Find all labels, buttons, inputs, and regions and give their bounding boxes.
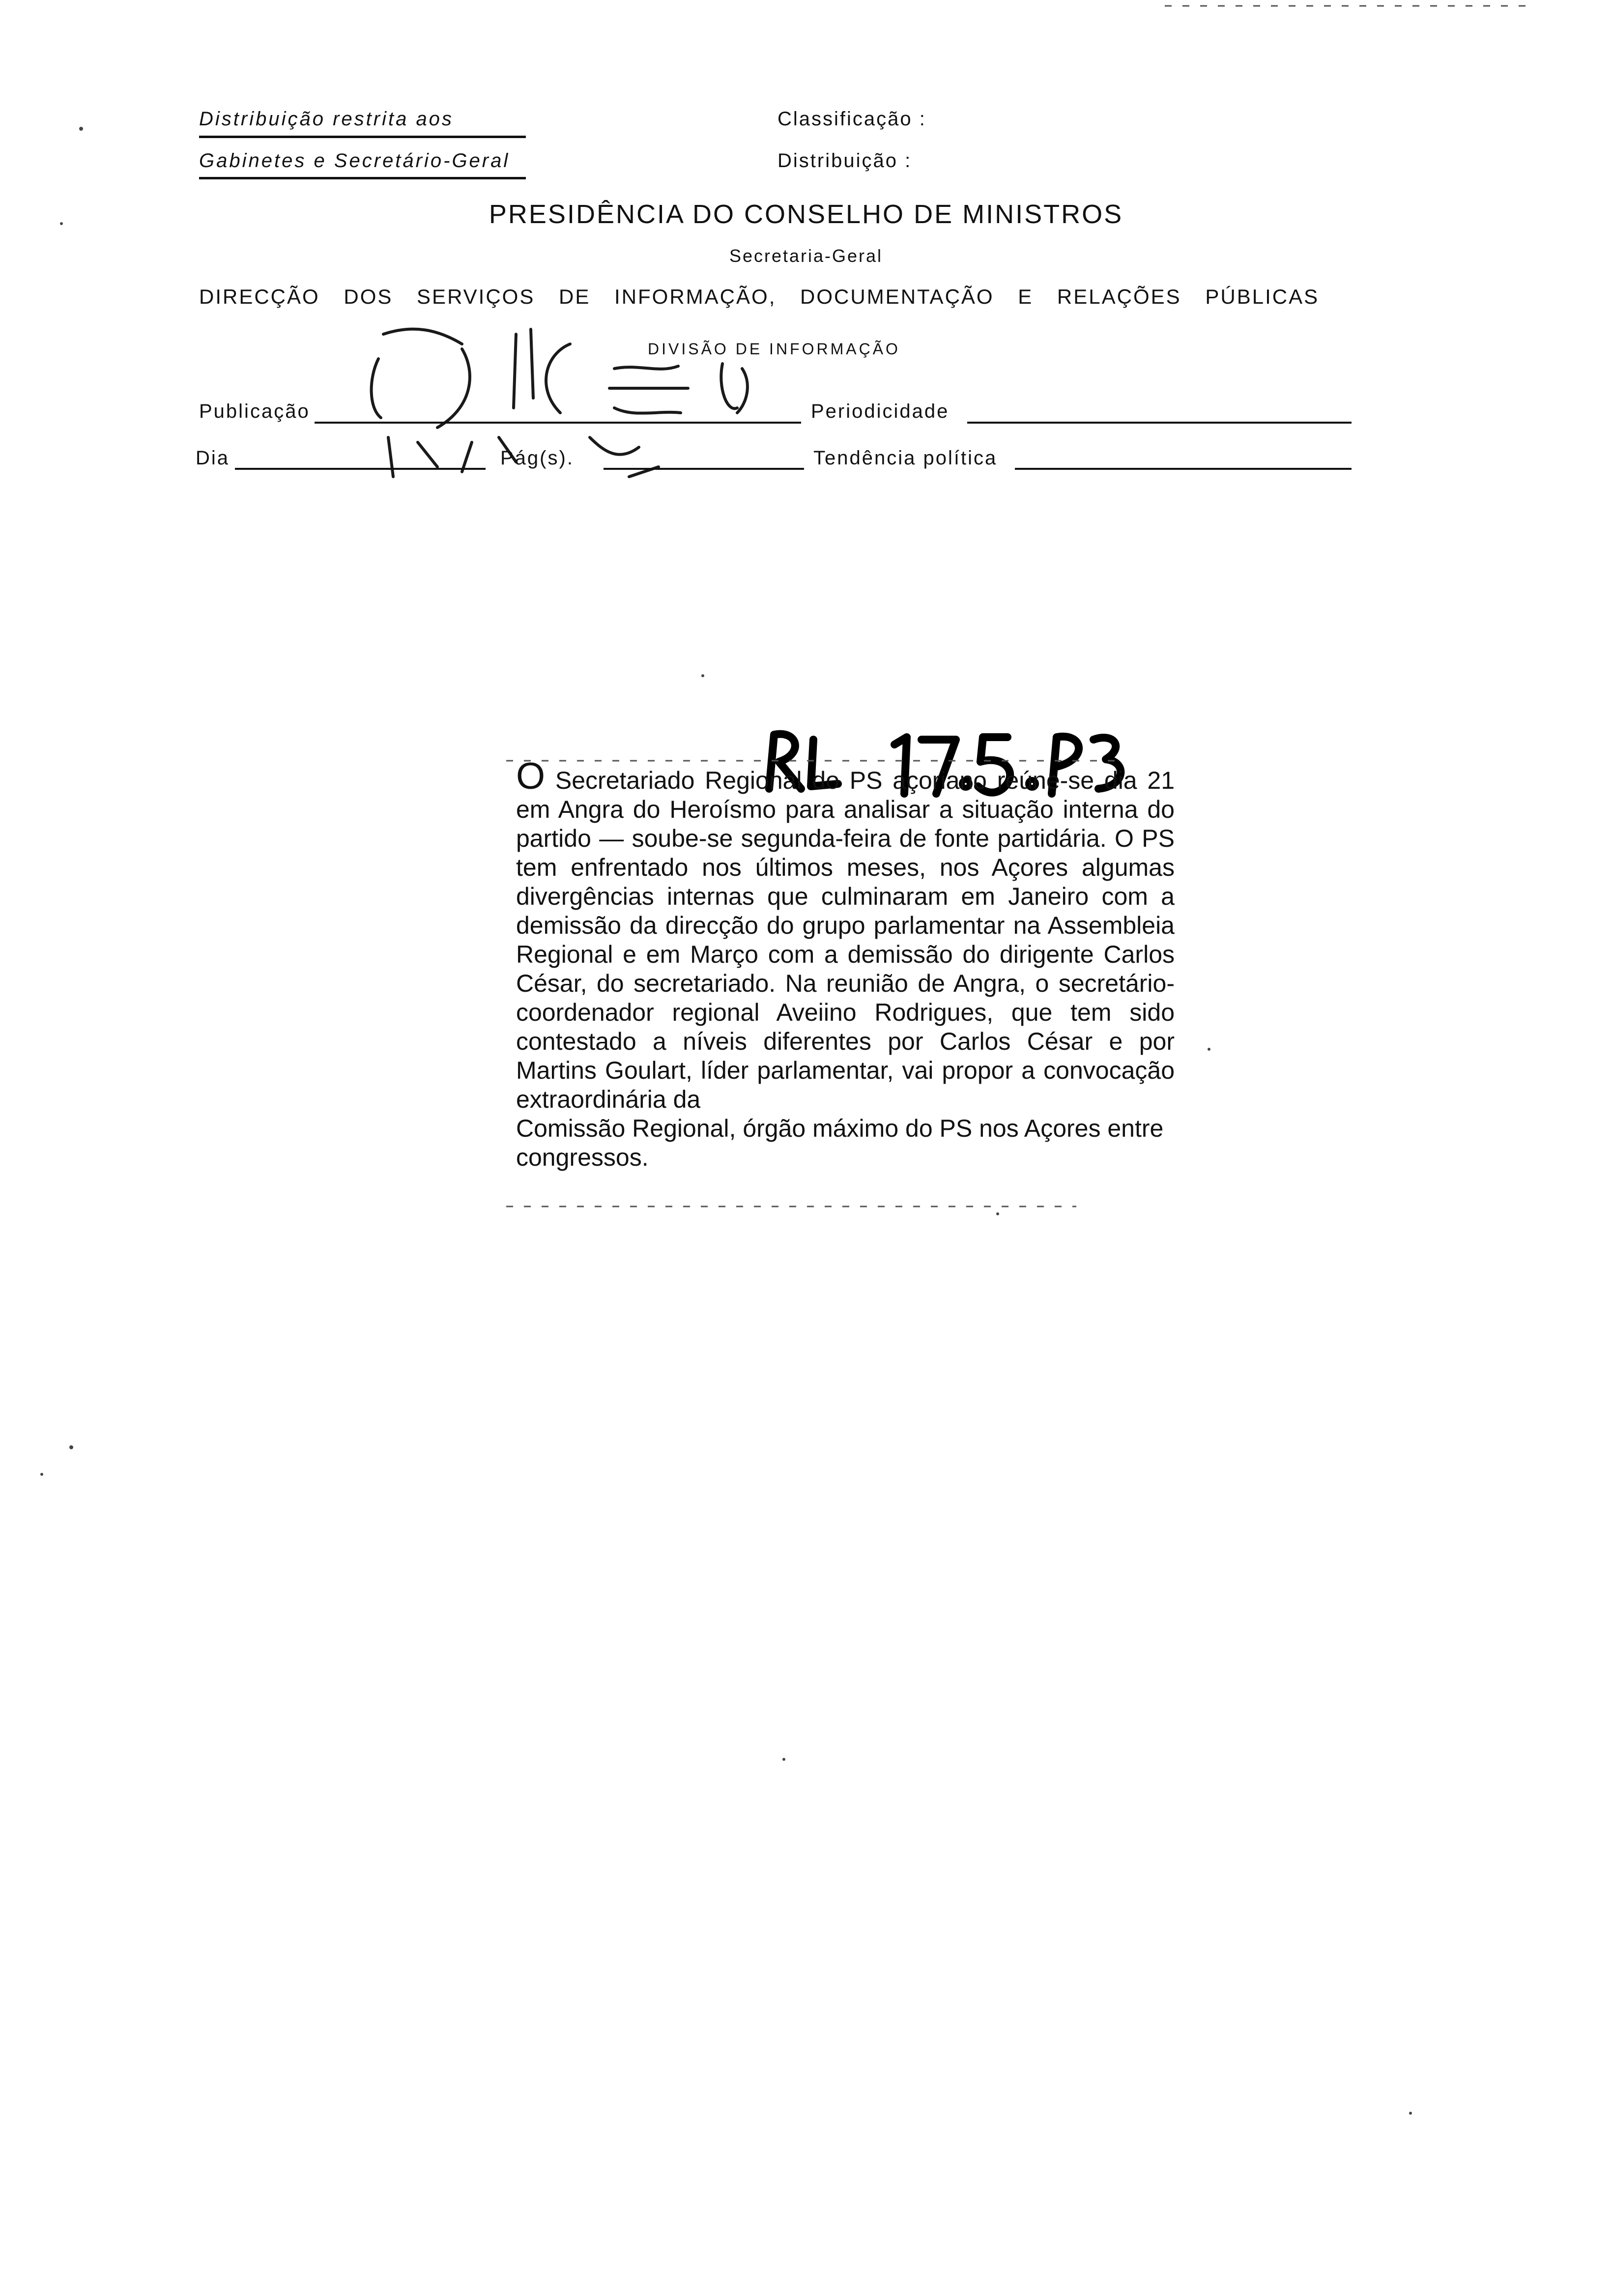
directorate-line: DIRECÇÃO DOS SERVIÇOS DE INFORMAÇÃO, DOCUMENTAÇÃO E RELAÇÕES PÚBLICAS: [199, 285, 1320, 308]
division-stamp-text: DIVISÃO DE INFORMAÇÃO: [648, 340, 900, 358]
restricted-distribution-line1: Distribuição restrita aos: [199, 108, 454, 130]
ink-stamp-mark: [315, 315, 865, 511]
secretariat-subtitle: Secretaria-Geral: [729, 246, 883, 266]
periodicity-label: Periodicidade: [811, 401, 950, 422]
organization-title: PRESIDÊNCIA DO CONSELHO DE MINISTROS: [489, 200, 1123, 229]
distribution-label: Distribuição :: [777, 150, 912, 172]
restricted-distribution-line2: Gabinetes e Secretário-Geral: [199, 150, 510, 172]
clipping-last-line: Comissão Regional, órgão máximo do PS nos Açores entre congressos.: [516, 1115, 1164, 1171]
newspaper-clipping: [516, 755, 1175, 1172]
political-tendency-field-line: [1015, 468, 1352, 470]
clipping-body: Secretariado Regional do PS açoriano reúne-se dia 21 em Angra do Heroísmo para analisar a situação interna do partido — soube-se segunda-feira de fonte partidária. O PS tem enfrentado nos últimos meses, nos Açores algumas divergências internas que culminaram em Janeiro com a demissão da direcção do grupo parlamentar na Assembleia Regional e em Março com a demissão do dirigente Carlos César, do secretariado. Na reunião de Angra, o secretário-coordenador regional Aveiino Rodrigues, que tem sido contestado a níveis diferentes por Carlos César e por Martins Goulart, líder parlamentar, vai propor a convocação extraordinária da: [516, 767, 1175, 1113]
restricted-underline-2: [199, 177, 526, 179]
publication-field-line: [315, 422, 801, 424]
publication-label: Publicação: [199, 401, 310, 422]
pages-label: Pág(s).: [500, 447, 574, 469]
clipping-initial: O: [516, 755, 546, 797]
clipping-paragraph: [516, 755, 1175, 1114]
pages-field-line: [604, 468, 804, 470]
political-tendency-label: Tendência política: [813, 447, 998, 469]
restricted-underline-1: [199, 136, 526, 138]
day-label: Dia: [196, 447, 230, 469]
classification-label: Classificação :: [777, 108, 926, 130]
day-field-line: [235, 468, 486, 470]
periodicity-field-line: [967, 422, 1352, 424]
